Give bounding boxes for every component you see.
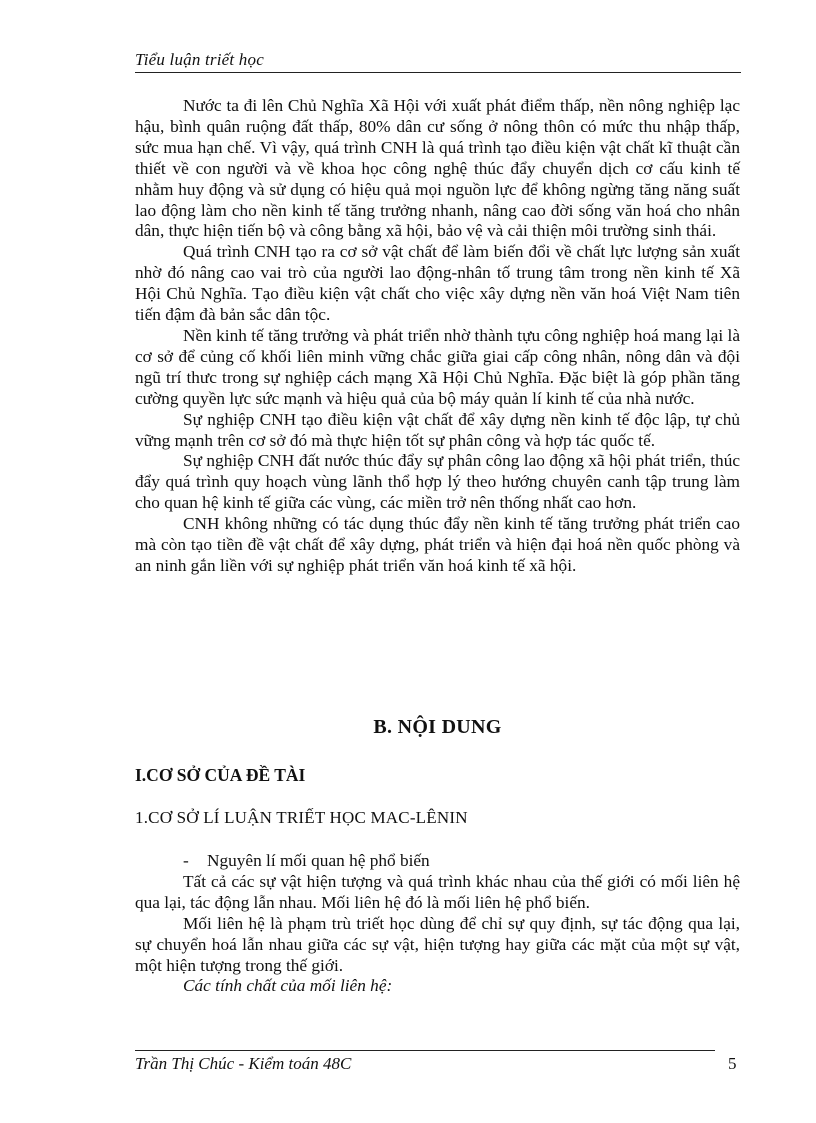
body-text-2 <box>135 851 740 997</box>
paragraph: Nền kinh tế tăng trưởng và phát triển nhờ thành tựu công nghiệp hoá mang lại là cơ sở để củng cố khối liên minh vững chắc giữa giai cấp công nhân, nông dân và đội ngũ trí thưc trong sự nghiệp cách mạng Xã Hội Chủ Nghĩa. Đặc biệt là góp phần tăng cường quyền lực sức mạnh và hiệu quả của bộ máy quản lí kinh tế của nhà nước. <box>135 325 740 408</box>
section-heading-b: B. NỘI DUNG <box>373 716 502 738</box>
paragraph: Sự nghiệp CNH đất nước thúc đẩy sự phân công lao động xã hội phát triển, thúc đẩy quá trình quy hoạch vùng lãnh thổ hợp lý theo hướng chuyên canh tập trung làm cho quan hệ kinh tế giữa các vùng, các miền trở nên thống nhất cao hơn. <box>135 451 740 513</box>
bullet-item <box>135 851 740 872</box>
footer-author: Trần Thị Chúc - Kiểm toán 48C <box>135 1054 352 1073</box>
header-title: Tiểu luận triết học <box>135 50 264 69</box>
paragraph: Tất cả các sự vật hiện tượng và quá trình khác nhau của thế giới có mối liên hệ qua lại, tác động lẫn nhau. Mối liên hệ đó là mối liên hệ phổ biến. <box>135 871 740 912</box>
paragraph: Nước ta đi lên Chủ Nghĩa Xã Hội với xuất phát điểm thấp, nền nông nghiệp lạc hậu, bình quân ruộng đất thấp, 80% dân cư sống ở nông thôn có mức thu nhập thấp, sức mua hạn chế. Vì vậy, quá trình CNH là quá trình tạo điều kiện vật chất kĩ thuật cần thiết về con người và về khoa học công nghệ thúc đẩy chuyển dịch cơ cấu kinh tế nhằm huy động và sử dụng có hiệu quả mọi nguồn lực để không ngừng tăng năng suất lao động làm cho nền kinh tế tăng trưởng nhanh, nâng cao đời sống văn hoá cho nhân dân, thực hiện tiến bộ và công bằng xã hội, bảo vệ và cải thiện môi trường sinh thái. <box>135 96 740 241</box>
paragraph: Sự nghiệp CNH tạo điều kiện vật chất để xây dựng nền kinh tế độc lập, tự chủ vững mạnh trên cơ sở đó mà thực hiện tốt sự phân công và hợp tác quốc tế. <box>135 409 740 450</box>
footer-divider <box>135 1050 715 1051</box>
italic-line: Các tính chất của mối liên hệ: <box>183 976 393 996</box>
paragraph: CNH không những có tác dụng thúc đẩy nền kinh tế tăng trưởng phát triển cao mà còn tạo tiền đề vật chất để xây dựng, phát triển và hiện đại hoá nền quốc phòng và an ninh gắn liền với sự nghiệp phát triển văn hoá kinh tế xã hội. <box>135 514 740 575</box>
subsection-heading-1: 1.CƠ SỞ LÍ LUẬN TRIẾT HỌC MAC-LÊNIN <box>135 808 468 827</box>
bullet-dash: - <box>183 851 189 870</box>
body-text <box>135 96 740 577</box>
bullet-text: Nguyên lí mối quan hệ phổ biến <box>207 851 430 870</box>
paragraph: Mối liên hệ là phạm trù triết học dùng để chỉ sự quy định, sự tác động qua lại, sự chuyển hoá lẫn nhau giữa các sự vật, hiện tượng hay giữa các mặt của một sự vật, một hiện tượng trong thế giới. <box>135 913 740 975</box>
section-heading-i: I.CƠ SỞ CỦA ĐỀ TÀI <box>135 765 306 785</box>
page-number: 5 <box>728 1054 737 1073</box>
paragraph: Quá trình CNH tạo ra cơ sở vật chất để làm biến đổi về chất lực lượng sản xuất nhờ đó nâng cao vai trò của người lao động-nhân tố trung tâm trong nền kinh tế Xã Hội Chủ Nghĩa. Tạo điều kiện vật chất cho việc xây dựng nền văn hoá Việt Nam tiên tiến đậm đà bản sắc dân tộc. <box>135 242 740 325</box>
page-header <box>135 46 741 73</box>
